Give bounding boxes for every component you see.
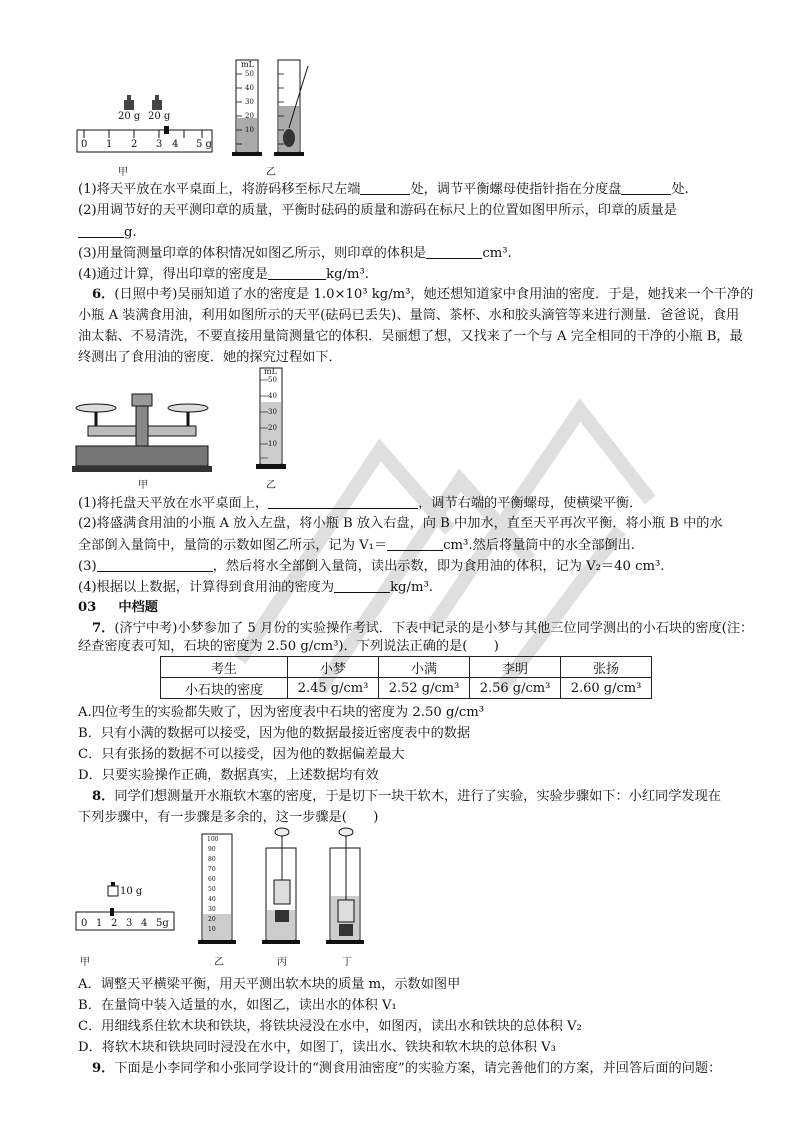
- q6-step-2b: 全部倒入量筒中，量筒的示数如图乙所示，记为 V₁＝ cm³.然后将量筒中的水全部倒出.: [78, 538, 635, 553]
- q6-blank-2[interactable]: [387, 536, 443, 551]
- q6-blank-1[interactable]: [268, 494, 418, 509]
- q6-step-3: (3) ，然后将水全部倒入量筒，读出示数，即为食用油的体积，记为 V₂＝40 cm³.: [78, 559, 665, 574]
- fig1-scale-tick-2: 2: [131, 139, 138, 150]
- q8-scale-tick-2: 2: [111, 918, 118, 929]
- fig1-scale-tick-4: 4: [172, 139, 179, 150]
- q6-caption-yi: 乙: [266, 480, 276, 491]
- q8-scale-tick-4: 4: [141, 918, 148, 929]
- q8-cyl-tick-90: 90: [208, 846, 216, 853]
- q8-scale-tick-3: 3: [126, 918, 133, 929]
- density-results-table: [160, 656, 652, 699]
- q8-caption-bing: 丙: [277, 957, 287, 968]
- fig1-cyl-tick-30: 30: [245, 98, 254, 106]
- table-row: [161, 678, 652, 699]
- table-header-cell: 小满: [379, 657, 470, 678]
- table-header-cell: 小梦: [288, 657, 379, 678]
- q7-line-1: 7．(济宁中考)小梦参加了 5 月份的实验操作考试．下表中记录的是小梦与其他三位同学测出的小石块的密度(注：: [92, 621, 754, 636]
- q6-cyl-tick-30: 30: [268, 408, 277, 416]
- section-title: 中档题: [118, 600, 158, 615]
- q5-line-1: (1)将天平放在水平桌面上，将游码移至标尺左端 处，调节平衡螺母使指针指在分度盘 处.: [78, 182, 689, 197]
- q8-option-d[interactable]: D．将软木块和铁块同时浸没在水中，如图丁，读出水、铁块和软木块的总体积 V₃: [78, 1040, 556, 1055]
- fig1-scale-tick-1: 1: [106, 139, 113, 150]
- q6-line-1: 6．(日照中考)吴丽知道了水的密度是 1.0×10³ kg/m³，她还想知道家中食用油的密度．于是，她找来一个干净的: [92, 287, 754, 302]
- table-header-cell: 张扬: [561, 657, 652, 678]
- q5-line-4: (4)通过计算，得出印章的密度是 kg/m³.: [78, 267, 369, 282]
- q7-option-d[interactable]: D．只要实验操作正确，数据真实，上述数据均有效: [78, 768, 379, 783]
- q8-option-c[interactable]: C．用细线系住软木块和铁块，将铁块浸没在水中，如图丙，读出水和铁块的总体积 V₂: [78, 1019, 582, 1034]
- fig1-caption-jia: 甲: [118, 167, 128, 178]
- q6-cyl-tick-20: 20: [268, 424, 277, 432]
- fig1-weight-label-1: 20 g: [118, 111, 141, 122]
- fig1-scale-tick-0: 0: [81, 139, 88, 150]
- q6-step-1: (1)将托盘天平放在水平桌面上， ，调节右端的平衡螺母，使横梁平衡．: [78, 496, 643, 511]
- q8-cyl-tick-80: 80: [208, 856, 216, 863]
- q7-option-b[interactable]: B．只有小满的数据可以接受，因为他的数据最接近密度表中的数据: [78, 726, 471, 741]
- fig1-scale-tick-5: 5 g: [196, 139, 212, 150]
- fig1-cyl-tick-20: 20: [245, 112, 254, 120]
- q8-option-b[interactable]: B．在量筒中装入适量的水，如图乙，读出水的体积 V₁: [78, 998, 397, 1013]
- q8-line-2: 下列步骤中，有一步骤是多余的，这一步骤是( ): [78, 810, 379, 825]
- table-cell: 2.60 g/cm³: [561, 678, 652, 699]
- q8-cyl-tick-20: 20: [208, 916, 216, 923]
- q9-line-1: 9．下面是小李同学和小张同学设计的“测食用油密度”的实验方案，请完善他们的方案，并回答后面的问题：: [92, 1061, 722, 1076]
- table-header-cell: 李明: [470, 657, 561, 678]
- q6-cyl-tick-10: 10: [268, 440, 277, 448]
- fig1-cyl-tick-10: 10: [245, 126, 254, 134]
- q8-caption-ding: 丁: [342, 957, 352, 968]
- q8-cyl-tick-30: 30: [208, 906, 216, 913]
- q5-line-2: (2)用调节好的天平测印章的质量，平衡时砝码的质量和游码在标尺上的位置如图甲所示，印章的质量是: [78, 203, 677, 218]
- q6-line-3: 油太黏、不易清洗，不要直接用量筒测量它的体积．吴丽想了想，又找来了一个与 A 完全相同的干净的小瓶 B，最: [78, 329, 743, 344]
- q6-step-4: (4)根据以上数据，计算得到食用油的密度为 kg/m³.: [78, 580, 433, 595]
- q5-line-2b: g.: [78, 223, 137, 242]
- q8-cyl-tick-70: 70: [208, 866, 216, 873]
- q8-weight-label: 10 g: [120, 886, 143, 897]
- table-cell: 2.52 g/cm³: [379, 678, 470, 699]
- q8-cyl-tick-10: 10: [208, 926, 216, 933]
- q6-blank-3[interactable]: [97, 557, 213, 572]
- q8-caption-jia: 甲: [80, 957, 90, 968]
- q6-line-4: 终测出了食用油的密度．她的探究过程如下．: [78, 350, 342, 365]
- q7-line-2: 经查密度表可知，石块的密度为 2.50 g/cm³)．下列说法正确的是( ): [78, 639, 499, 654]
- q8-cylinders-figure: [196, 826, 376, 952]
- q8-line-1: 8．同学们想测量开水瓶软木塞的密度，于是切下一块干软木，进行了实验，实验步骤如下：小红同学发现在: [92, 789, 721, 804]
- q8-option-a[interactable]: A．调整天平横梁平衡，用天平测出软木块的质量 m，示数如图甲: [78, 977, 461, 992]
- q6-cyl-tick-50: 50: [268, 376, 277, 384]
- section-header: [78, 599, 158, 617]
- table-cell: 2.45 g/cm³: [288, 678, 379, 699]
- q8-scale-tick-0: 0: [81, 918, 88, 929]
- fig1-scale-tick-3: 3: [156, 139, 163, 150]
- q6-line-2: 小瓶 A 装满食用油，利用如图所示的天平(砝码已丢失)、量筒、茶杯、水和胶头滴管等来进行测量．爸爸说，食用: [78, 308, 740, 323]
- q6-caption-jia: 甲: [138, 480, 148, 491]
- fig1-weight-label-2: 20 g: [148, 111, 171, 122]
- q6-blank-4[interactable]: [334, 578, 390, 593]
- tray-balance-figure-jia: [72, 386, 212, 474]
- table-cell: 小石块的密度: [161, 678, 288, 699]
- q7-option-c[interactable]: C．只有张扬的数据不可以接受，因为他的数据偏差最大: [78, 747, 405, 762]
- fig1-cyl-tick-50: 50: [245, 70, 254, 78]
- q8-scale-tick-1: 1: [96, 918, 103, 929]
- q7-option-a[interactable]: A.四位考生的实验都失败了，因为密度表中石块的密度为 2.50 g/cm³: [78, 705, 485, 720]
- fig1-cyl-unit: mL: [241, 60, 254, 69]
- fig1-caption-yi: 乙: [266, 167, 276, 178]
- q5-line-3: (3)用量筒测量印章的体积情况如图乙所示，则印章的体积是 cm³.: [78, 246, 512, 261]
- q8-cyl-tick-100: 100: [207, 836, 219, 843]
- table-cell: 2.56 g/cm³: [470, 678, 561, 699]
- q6-cyl-tick-40: 40: [268, 392, 277, 400]
- q8-caption-yi: 乙: [214, 957, 224, 968]
- q5-blank-3[interactable]: [78, 223, 124, 238]
- graduated-cylinder-pair-yi: [228, 58, 318, 160]
- q5-blank-4[interactable]: [426, 244, 482, 259]
- table-header-cell: 考生: [161, 657, 288, 678]
- q5-blank-1[interactable]: [360, 180, 410, 195]
- q6-step-2: (2)将盛满食用油的小瓶 A 放入左盘，将小瓶 B 放入右盘，向 B 中加水，直至天平再次平衡．将小瓶 B 中的水: [78, 516, 723, 531]
- q8-scale-tick-5: 5g: [156, 918, 169, 929]
- q8-cyl-tick-40: 40: [208, 896, 216, 903]
- table-header-row: [161, 657, 652, 678]
- fig1-cyl-tick-40: 40: [245, 84, 254, 92]
- q5-blank-5[interactable]: [268, 265, 326, 280]
- q5-blank-2[interactable]: [621, 180, 671, 195]
- section-number: 03: [78, 600, 97, 615]
- q8-cyl-tick-50: 50: [208, 886, 216, 893]
- q8-cyl-tick-60: 60: [208, 876, 216, 883]
- q6-cyl-unit: mL: [264, 367, 277, 376]
